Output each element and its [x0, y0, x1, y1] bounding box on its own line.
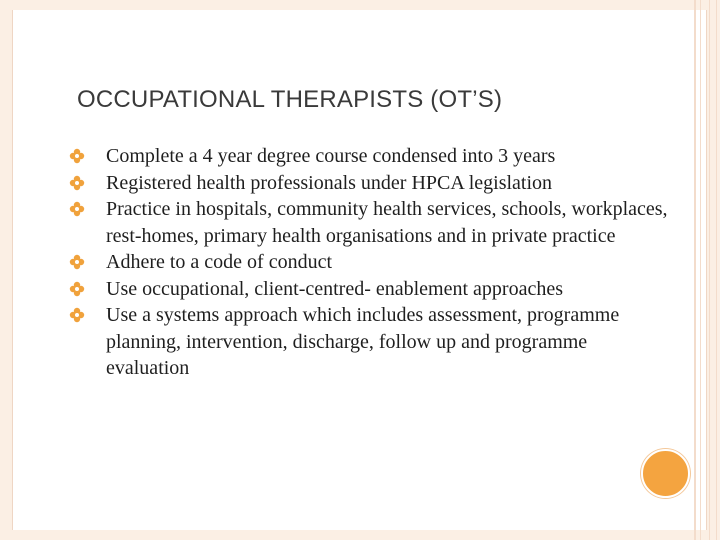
flower-bullet-icon — [69, 148, 85, 164]
flower-bullet-icon — [69, 307, 85, 323]
slide-title: OCCUPATIONAL THERAPISTS (OT’S) — [77, 86, 503, 113]
flower-bullet-icon — [69, 201, 85, 217]
bullet-text: Adhere to a code of conduct — [106, 251, 333, 273]
list-item — [69, 302, 669, 382]
decorative-stripe — [700, 0, 701, 540]
bullet-text: Use occupational, client-centred- enablement approaches — [106, 277, 564, 300]
bullet-text: Complete a 4 year degree course condensed into 3 years — [106, 145, 556, 167]
list-item — [69, 276, 669, 303]
bullet-text: Practice in hospitals, community health services, schools, workplaces, rest-homes, primary health organisations and in private practice — [106, 198, 668, 247]
flower-bullet-icon — [69, 254, 85, 270]
bullet-list — [69, 143, 669, 382]
list-item — [69, 249, 669, 276]
flower-bullet-icon — [69, 281, 85, 297]
decorative-stripe — [709, 0, 710, 540]
slide-canvas — [12, 10, 707, 530]
decorative-stripe — [716, 0, 717, 540]
decorative-circle — [641, 449, 690, 498]
bullet-text: Registered health professionals under HPCA legislation — [106, 171, 553, 194]
list-item — [69, 196, 669, 249]
flower-bullet-icon — [69, 175, 85, 191]
list-item — [69, 143, 669, 170]
list-item — [69, 170, 669, 197]
bullet-text: Use a systems approach which includes assessment, programme planning, intervention, discharge, follow up and programme evaluation — [106, 304, 620, 379]
decorative-stripe — [694, 0, 696, 540]
